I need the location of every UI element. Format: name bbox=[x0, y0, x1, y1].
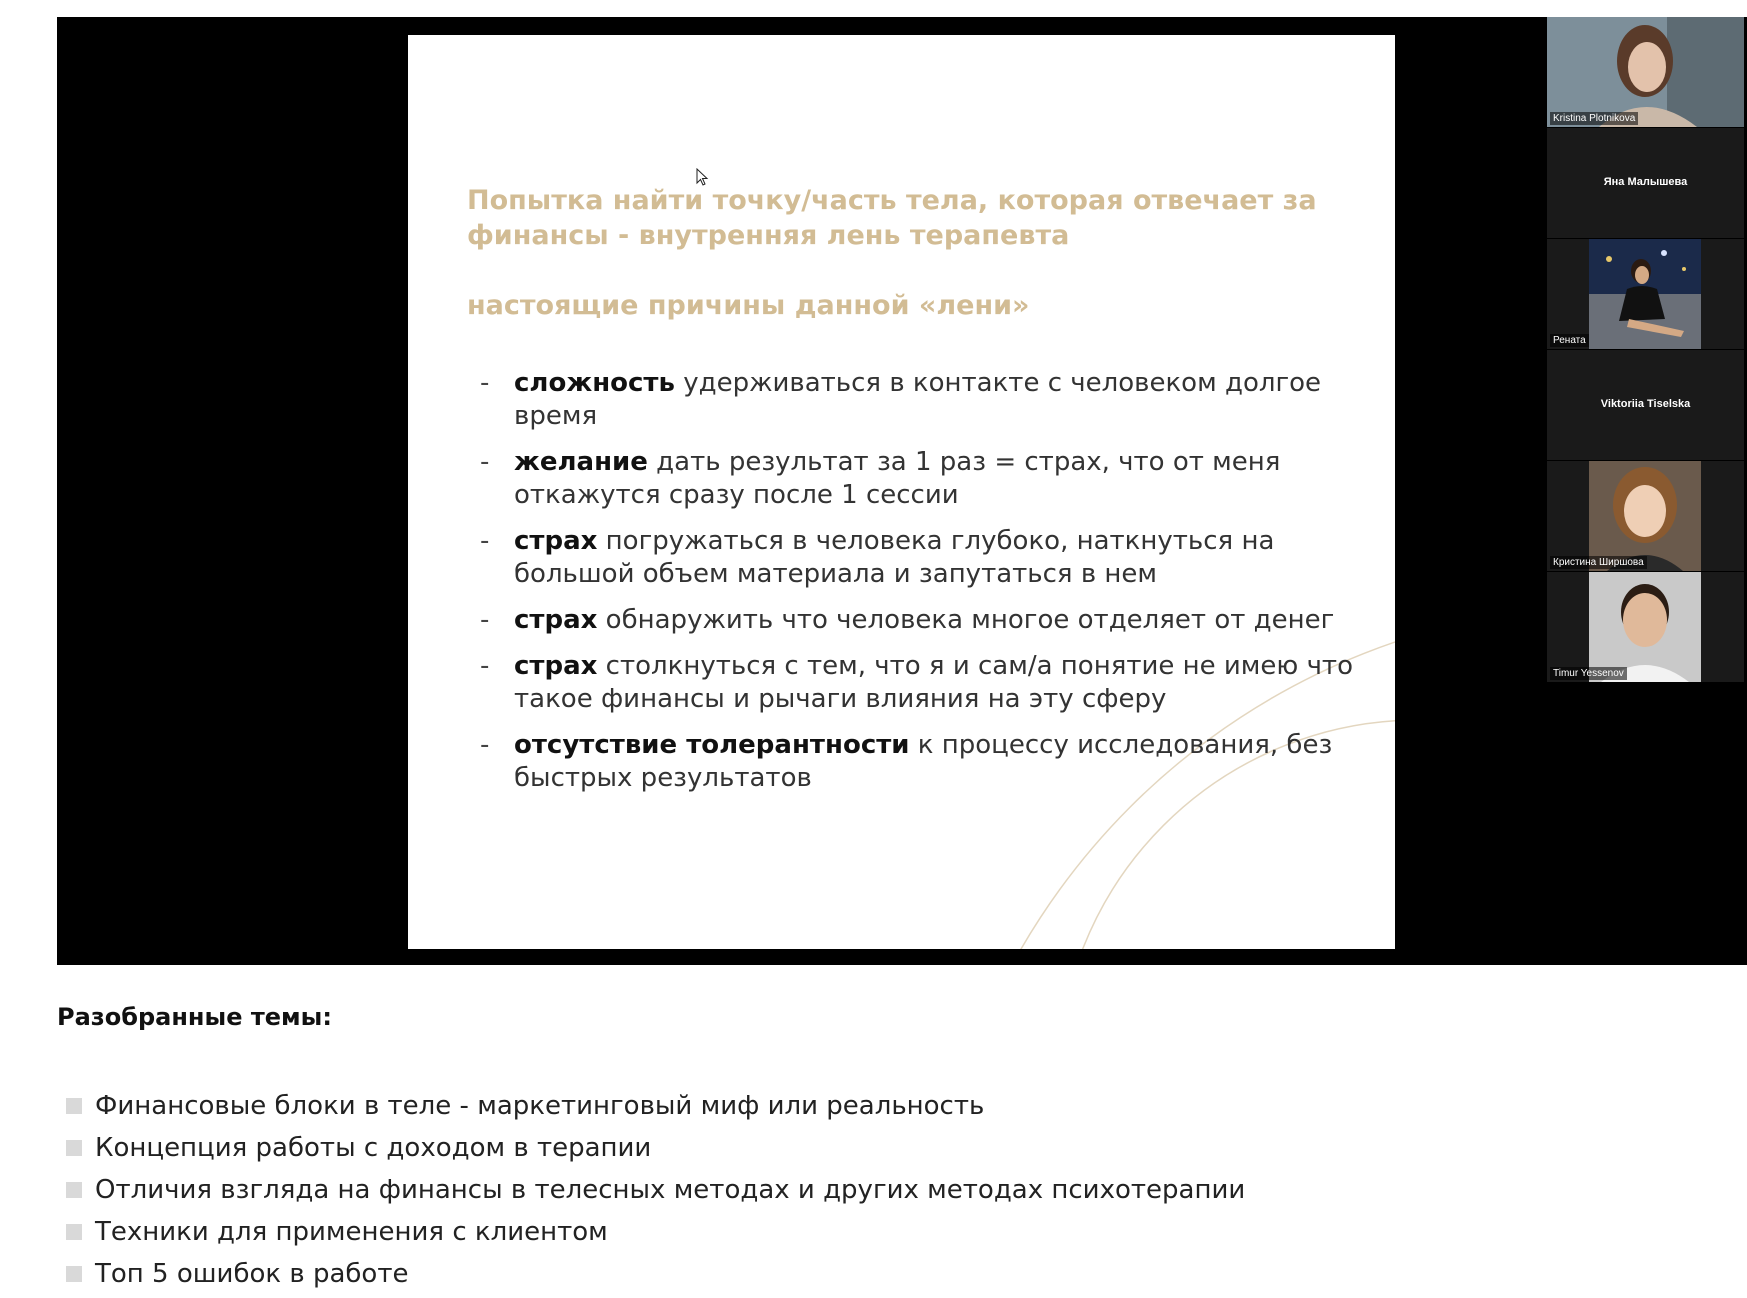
slide-list-item: - страх столкнуться с тем, что я и сам/а понятие не имею что такое финансы и рычаги влияния на эту сферу bbox=[480, 651, 1353, 714]
slide-list-item: - страх обнаружить что человека многое отделяет от денег bbox=[480, 605, 1335, 635]
slide-list-item: - желание дать результат за 1 раз = страх, что от меня откажутся сразу после 1 сессии bbox=[480, 447, 1281, 510]
participant-tile[interactable] bbox=[1547, 572, 1744, 682]
participant-photo bbox=[1547, 17, 1744, 127]
participant-name: Viktoriia Tiselska bbox=[1600, 398, 1691, 410]
participant-tile[interactable] bbox=[1547, 461, 1744, 571]
participant-name: Kristina Plotnikova bbox=[1550, 112, 1638, 125]
square-bullet-icon bbox=[66, 1140, 82, 1156]
participant-name: Рената bbox=[1550, 334, 1589, 347]
participant-tile[interactable] bbox=[1547, 350, 1744, 460]
topic-item: Техники для применения с клиентом bbox=[66, 1211, 1245, 1253]
slide-heading: Попытка найти точку/часть тела, которая отвечает за финансы - внутренняя лень терапевта bbox=[467, 185, 1317, 251]
participant-name: Timur Yessenov bbox=[1550, 667, 1627, 680]
topics-list bbox=[66, 1085, 1245, 1295]
square-bullet-icon bbox=[66, 1182, 82, 1198]
shared-slide bbox=[408, 35, 1395, 949]
square-bullet-icon bbox=[66, 1266, 82, 1282]
topics-title: Разобранные темы: bbox=[57, 1003, 332, 1031]
slide-bullet-list bbox=[480, 367, 1360, 808]
slide-subheading: настоящие причины данной «лени» bbox=[467, 290, 1030, 321]
participant-tile[interactable] bbox=[1547, 128, 1744, 238]
slide-list-item: - отсутствие толерантности к процессу исследования, без быстрых результатов bbox=[480, 730, 1333, 793]
participant-photo bbox=[1589, 239, 1701, 349]
participant-photo bbox=[1589, 572, 1701, 682]
participant-tile[interactable] bbox=[1547, 239, 1744, 349]
participant-photo bbox=[1589, 461, 1701, 571]
slide-list-item: - сложность удерживаться в контакте с человеком долгое время bbox=[480, 368, 1322, 431]
square-bullet-icon bbox=[66, 1098, 82, 1114]
topic-item: Концепция работы с доходом в терапии bbox=[66, 1127, 1245, 1169]
participants-panel bbox=[1547, 17, 1747, 681]
participant-name: Яна Малышева bbox=[1603, 176, 1688, 188]
participant-name: Кристина Ширшова bbox=[1550, 556, 1647, 569]
square-bullet-icon bbox=[66, 1224, 82, 1240]
video-player[interactable] bbox=[57, 17, 1747, 965]
topic-item: Финансовые блоки в теле - маркетинговый миф или реальность bbox=[66, 1085, 1245, 1127]
topic-item: Отличия взгляда на финансы в телесных методах и других методах психотерапии bbox=[66, 1169, 1245, 1211]
topic-item: Топ 5 ошибок в работе bbox=[66, 1253, 1245, 1295]
slide-list-item: - страх погружаться в человека глубоко, наткнуться на большой объем материала и запутаться в нем bbox=[480, 526, 1275, 589]
participant-tile[interactable] bbox=[1547, 17, 1744, 127]
